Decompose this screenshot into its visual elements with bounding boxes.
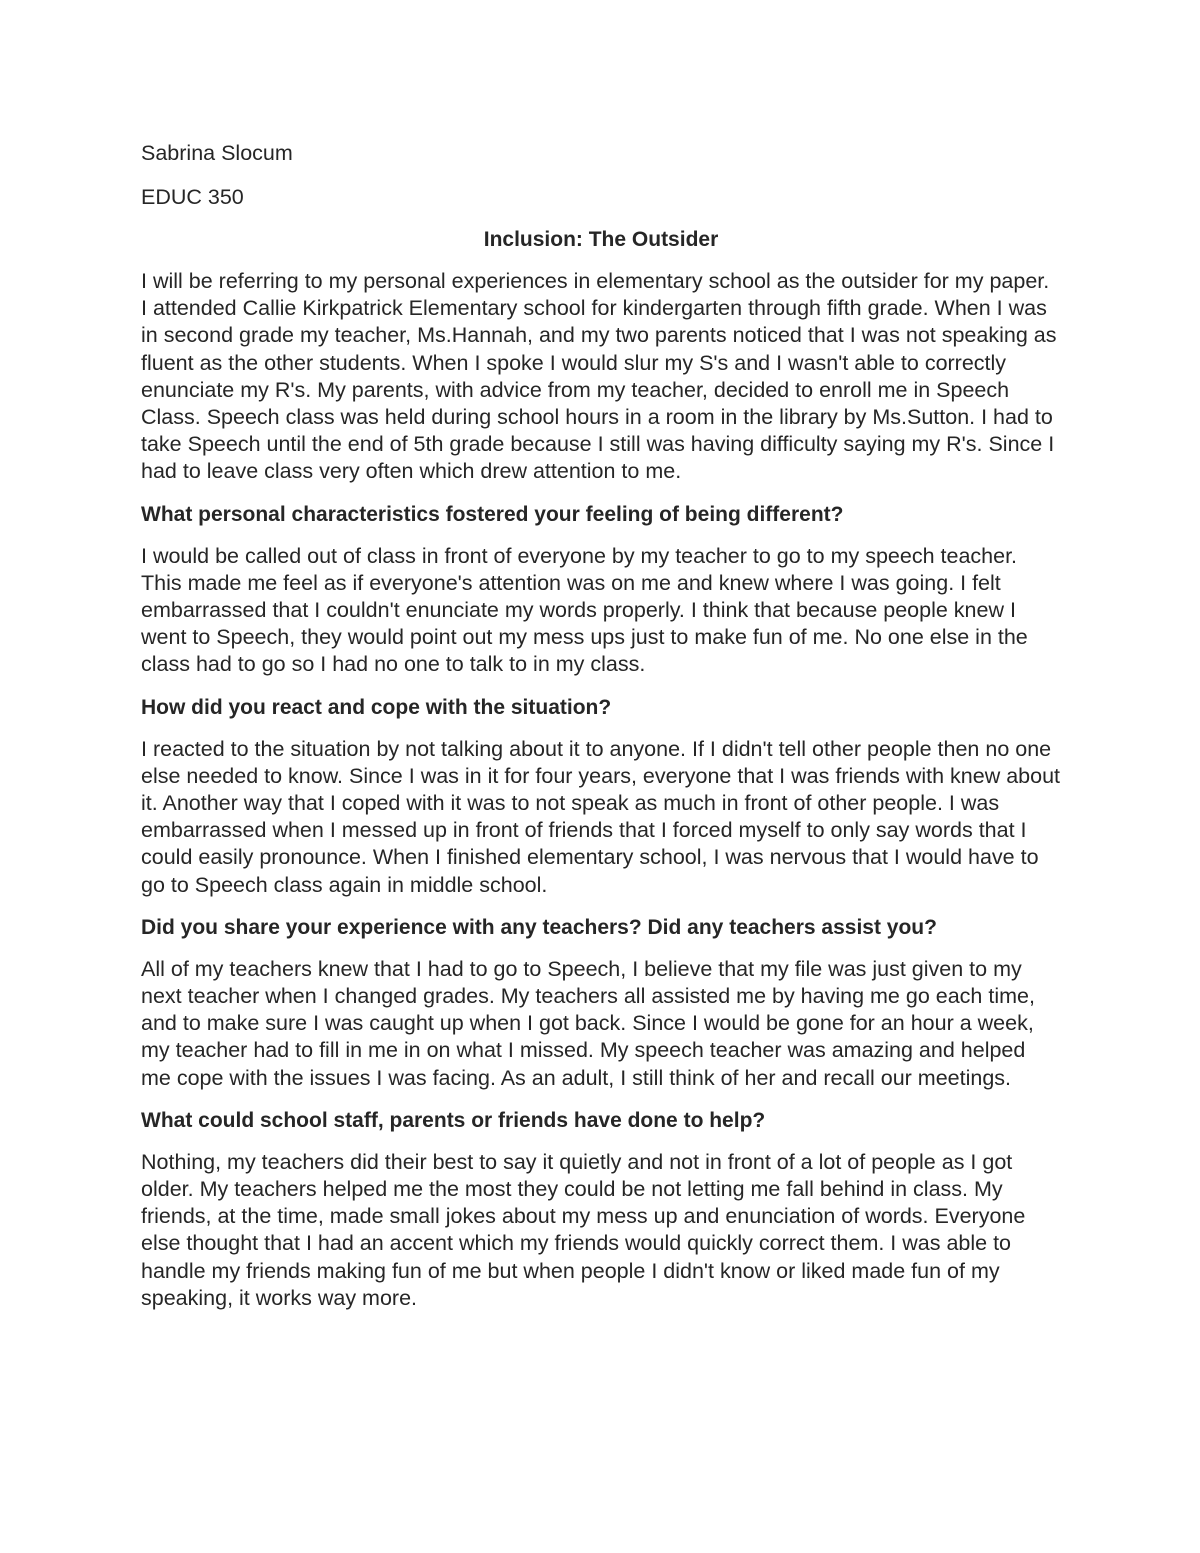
question-heading-2: How did you react and cope with the situation? xyxy=(141,695,612,719)
question-heading-3: Did you share your experience with any teachers? Did any teachers assist you? xyxy=(141,915,937,939)
answer-paragraph-1: I would be called out of class in front of everyone by my teacher to go to my speech teacher. This made me feel as if everyone's attention was on me and knew where I was going. I felt embarrassed that I couldn't enunciate my words properly. I think that because people knew I went to Speech, they would point out my mess ups just to make fun of me. No one else in the class had to go so I had no one to talk to in my class. xyxy=(141,543,1028,677)
answer-paragraph-3: All of my teachers knew that I had to go to Speech, I believe that my file was just given to my next teacher when I changed grades. My teachers all assisted me by having me go each time, and to make sure I was caught up when I got back. Since I would be gone for an hour a week, my teacher had to fill in me in on what I missed. My speech teacher was amazing and helped me cope with the issues I was facing. As an adult, I still think of her and recall our meetings. xyxy=(141,956,1035,1090)
intro-paragraph: I will be referring to my personal experiences in elementary school as the outsider for my paper. I attended Callie Kirkpatrick Elementary school for kindergarten through fifth grade. When I was in second grade my teacher, Ms.Hannah, and my two parents noticed that I was not speaking as fluent as the other students. When I spoke I would slur my S's and I wasn't able to correctly enunciate my R's. My parents, with advice from my teacher, decided to enroll me in Speech Class. Speech class was held during school hours in a room in the library by Ms.Sutton. I had to take Speech until the end of 5th grade because I still was having difficulty saying my R's. Since I had to leave class very often which drew attention to me. xyxy=(141,269,1057,484)
question-heading-4: What could school staff, parents or friends have done to help? xyxy=(141,1108,766,1132)
answer-paragraph-2: I reacted to the situation by not talking about it to anyone. If I didn't tell other people then no one else needed to know. Since I was in it for four years, everyone that I was friends with knew about it. Another way that I coped with it was to not speak as much in front of other people. I was embarrassed when I messed up in front of friends that I forced myself to only say words that I could easily pronounce. When I finished elementary school, I was nervous that I would have to go to Speech class again in middle school. xyxy=(141,736,1061,897)
course-code: EDUC 350 xyxy=(141,185,244,209)
question-heading-1: What personal characteristics fostered your feeling of being different? xyxy=(141,502,844,526)
answer-paragraph-4: Nothing, my teachers did their best to say it quietly and not in front of a lot of people as I got older. My teachers helped me the most they could be not letting me fall behind in class. My friends, at the time, made small jokes about my mess up and enunciation of words. Everyone else thought that I had an accent which my friends would quickly correct them. I was able to handle my friends making fun of me but when people I didn't know or liked made fun of my speaking, it works way more. xyxy=(141,1149,1026,1310)
document-title: Inclusion: The Outsider xyxy=(483,228,719,251)
author-name: Sabrina Slocum xyxy=(141,141,293,165)
document-page xyxy=(141,140,1061,1327)
